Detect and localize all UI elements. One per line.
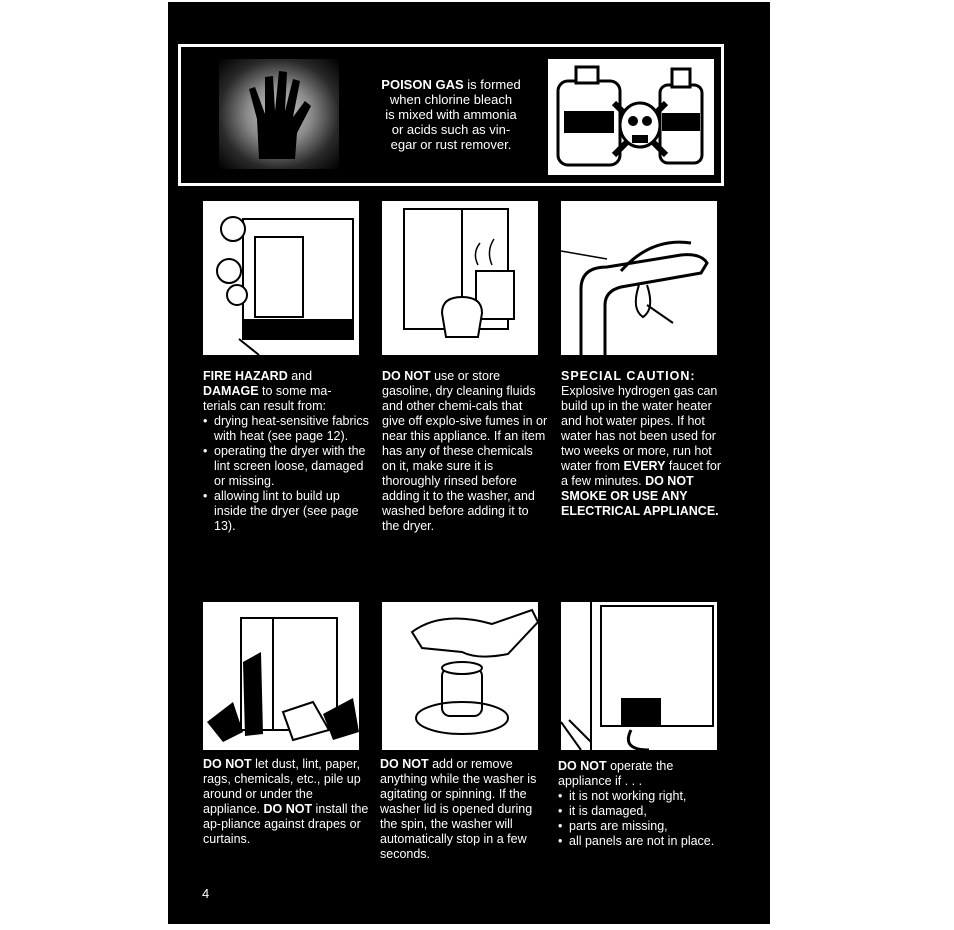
list-item: • operating the dryer with the lint screen loose, damaged or missing. (203, 444, 373, 489)
faucet-illustration (561, 201, 717, 355)
faucet-icon (561, 201, 717, 355)
list-item: • drying heat-sensitive fabrics with heat (see page 12). (203, 414, 373, 444)
special-caution-text: SPECIAL CAUTION: Explosive hydrogen gas can build up in the water heater and hot water pipes. If hot water has not been used for two weeks or more, run hot water from EVERY faucet for a few minutes. DO NOT SMOKE OR USE ANY ELECTRICAL APPLIANCE. (561, 369, 727, 519)
spinning-washer-illustration (382, 602, 538, 750)
skull-crossbones-icon (548, 59, 714, 175)
operation-warning-list (558, 789, 728, 849)
damaged-appliance-illustration (561, 602, 717, 750)
manual-page (168, 2, 770, 924)
dust-lint-text: DO NOT let dust, lint, paper, rags, chemicals, etc., pile up around or under the appliance. DO NOT install the ap-pliance against drapes or curtains. (203, 757, 369, 846)
no-smoking-warning: DO NOT SMOKE OR USE ANY ELECTRICAL APPLIANCE. (561, 474, 719, 518)
chemical-storage-text: DO NOT use or store gasoline, dry cleaning fluids and other chemi-cals that give off explo-sive fumes in or near this appliance. If an item has any of these chemicals on it, make sure it is thoroughly rinsed before adding it to the washer, and washed before adding it to the dryer. (382, 369, 548, 533)
poison-gas-banner (178, 44, 724, 186)
dryer-icon (203, 201, 359, 355)
bottles-skull-illustration (548, 59, 714, 175)
poison-gas-lead: POISON GAS (381, 77, 464, 92)
page-number: 4 (202, 886, 210, 901)
list-item: • parts are missing, (558, 819, 728, 834)
operation-warning-text: DO NOT operate the appliance if . . . • it is not working right, • it is damaged, • parts are missing, • all panels are not in place. (558, 759, 728, 849)
appliance-panel-icon (561, 602, 717, 750)
gasoline-can-illustration (382, 201, 538, 355)
dryer-fire-illustration (203, 201, 359, 355)
list-item: • all panels are not in place. (558, 834, 728, 849)
spin-safety-text: DO NOT add or remove anything while the washer is agitating or spinning. If the washer lid is opened during the spin, the washer will automatically stop in a few seconds. (380, 757, 537, 861)
fire-hazard-list (203, 414, 373, 534)
hand-icon (382, 602, 538, 750)
special-caution-heading: SPECIAL CAUTION: (561, 369, 696, 383)
fire-hazard-text: FIRE HAZARD and DAMAGE to some ma- terials can result from: • drying heat-sensitive fabrics with heat (see page 12). • operating the dryer with the lint screen loose, damaged or missing. • allowing lint to build up inside the dryer (see page 13). (203, 369, 373, 534)
clutter-illustration (203, 602, 359, 750)
hand-warning-icon (219, 59, 339, 169)
list-item: • it is not working right, (558, 789, 728, 804)
washer-icon (203, 602, 359, 750)
gas-can-icon (382, 201, 538, 355)
poison-gas-text: POISON GAS is formed when chlorine bleach is mixed with ammonia or acids such as vin- egar or rust remover. (381, 77, 521, 152)
list-item: • it is damaged, (558, 804, 728, 819)
list-item: • allowing lint to build up inside the dryer (see page 13). (203, 489, 373, 534)
